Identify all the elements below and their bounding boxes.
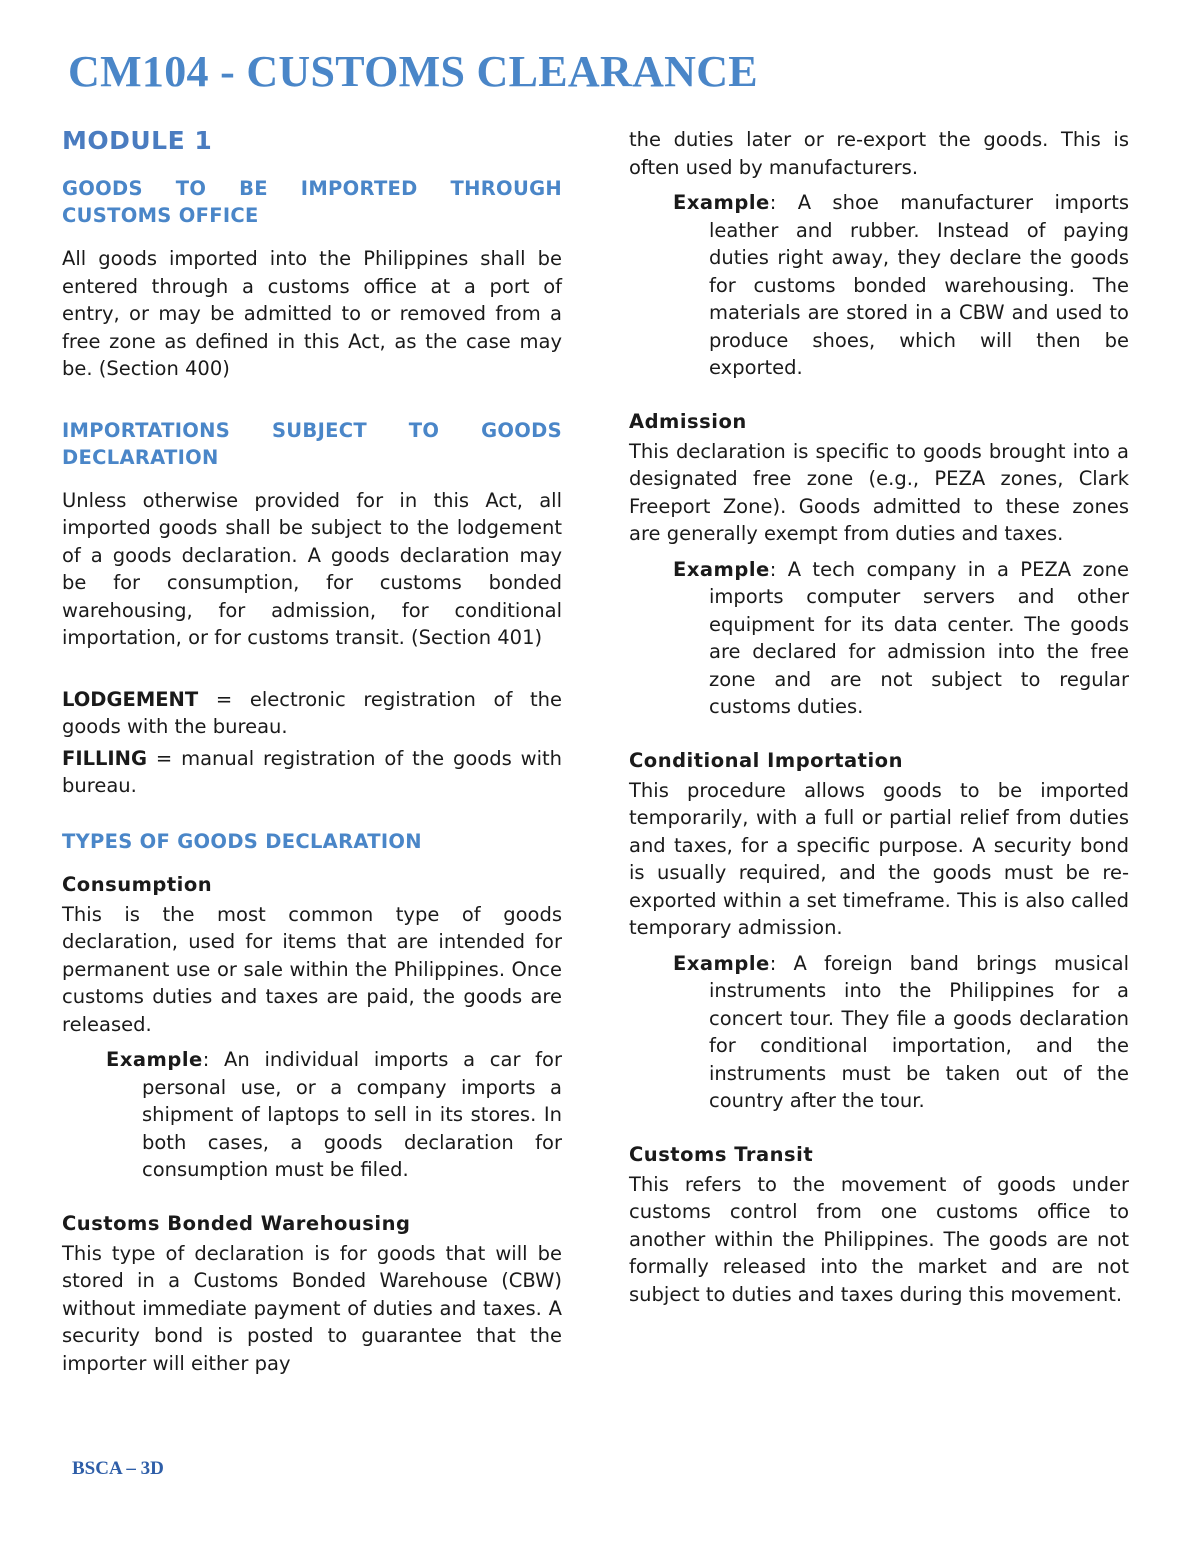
definition-filling: [62, 745, 562, 800]
section-body-goods-imported: All goods imported into the Philippines shall be entered through a customs office at a port of entry, or may be admitted to or removed from a free zone as defined in this Act, as the case may be. (Section 400): [62, 247, 562, 380]
body-conditional-importation: This procedure allows goods to be imported temporarily, with a full or partial relief from duties and taxes, for a specific purpose. A security bond is usually required, and the goods must be re-exported within a set timeframe. This is also called temporary admission.: [629, 778, 1129, 939]
body-consumption: This is the most common type of goods declaration, used for items that are intended for permanent use or sale within the Philippines. Once customs duties and taxes are paid, the goods are released.: [62, 902, 562, 1036]
section-heading-goods-imported: GOODS TO BE IMPORTED THROUGH CUSTOMS OFFICE: [62, 177, 562, 227]
example-text: : An individual imports a car for personal use, or a company imports a shipment of laptops to sell in its stores. In both cases, a goods declaration for consumption must be filed.: [142, 1048, 562, 1181]
example-text: : A tech company in a PEZA zone imports computer servers and other equipment for its data center. The goods are declared for admission into the free zone and are not subject to regular customs duties.: [709, 557, 1129, 718]
example-label: Example: [106, 1048, 203, 1071]
example-text: : A foreign band brings musical instruments into the Philippines for a concert tour. They file a goods declaration for conditional importation, and the instruments must be taken out of the country after the tour.: [709, 951, 1129, 1112]
example-customs-bonded-warehousing: [629, 189, 1129, 382]
document-title: CM104 - CUSTOMS CLEARANCE: [68, 47, 758, 96]
body-admission: This declaration is specific to goods brought into a designated free zone (e.g., PEZA zones, Clark Freeport Zone). Goods admitted to these zones are generally exempt from duties and taxes.: [629, 439, 1129, 545]
example-label: Example: [673, 191, 770, 214]
subheading-consumption: Consumption: [62, 872, 213, 896]
definition-text: = electronic registration of the goods with the bureau.: [62, 687, 562, 738]
term-lodgement: LODGEMENT: [62, 687, 199, 711]
section-heading-types: TYPES OF GOODS DECLARATION: [62, 829, 422, 853]
left-column: [62, 126, 562, 1385]
example-admission: [629, 556, 1129, 721]
subheading-conditional-importation: Conditional Importation: [629, 748, 903, 772]
section-body-goods-declaration: Unless otherwise provided for in this Act, all imported goods shall be subject to the lodgement of a goods declaration. A goods declaration may be for consumption, for customs bonded warehousing, for admission, for conditional importation, or for customs transit. (Section 401): [62, 488, 562, 649]
body-customs-bonded-warehousing-continued: the duties later or re-export the goods. This is often used by manufacturers.: [629, 128, 1129, 179]
example-label: Example: [673, 557, 770, 581]
section-heading-goods-declaration: IMPORTATIONS SUBJECT TO GOODS DECLARATION: [62, 418, 562, 469]
definition-lodgement: [62, 686, 562, 741]
subheading-customs-bonded-warehousing: Customs Bonded Warehousing: [62, 1211, 411, 1235]
example-label: Example: [673, 951, 770, 975]
example-text: : A shoe manufacturer imports leather and rubber. Instead of paying duties right away, they declare the goods for customs bonded warehousing. The materials are stored in a CBW and used to produce shoes, which will then be exported.: [709, 191, 1129, 379]
module-heading: MODULE 1: [62, 126, 213, 155]
term-filling: FILLING: [62, 746, 148, 770]
definition-text: = manual registration of the goods with bureau.: [62, 746, 562, 797]
subheading-admission: Admission: [629, 409, 747, 433]
example-consumption: [62, 1046, 562, 1184]
subheading-customs-transit: Customs Transit: [629, 1142, 814, 1166]
body-customs-bonded-warehousing: This type of declaration is for goods that will be stored in a Customs Bonded Warehouse (CBW) without immediate payment of duties and taxes. A security bond is posted to guarantee that the importer will either pay: [62, 1241, 562, 1375]
body-customs-transit: This refers to the movement of goods under customs control from one customs office to another within the Philippines. The goods are not formally released into the market and are not subject to duties and taxes during this movement.: [629, 1172, 1129, 1306]
right-column: [629, 126, 1129, 1316]
footer-section-label: BSCA – 3D: [72, 1458, 164, 1479]
example-conditional-importation: [629, 950, 1129, 1115]
